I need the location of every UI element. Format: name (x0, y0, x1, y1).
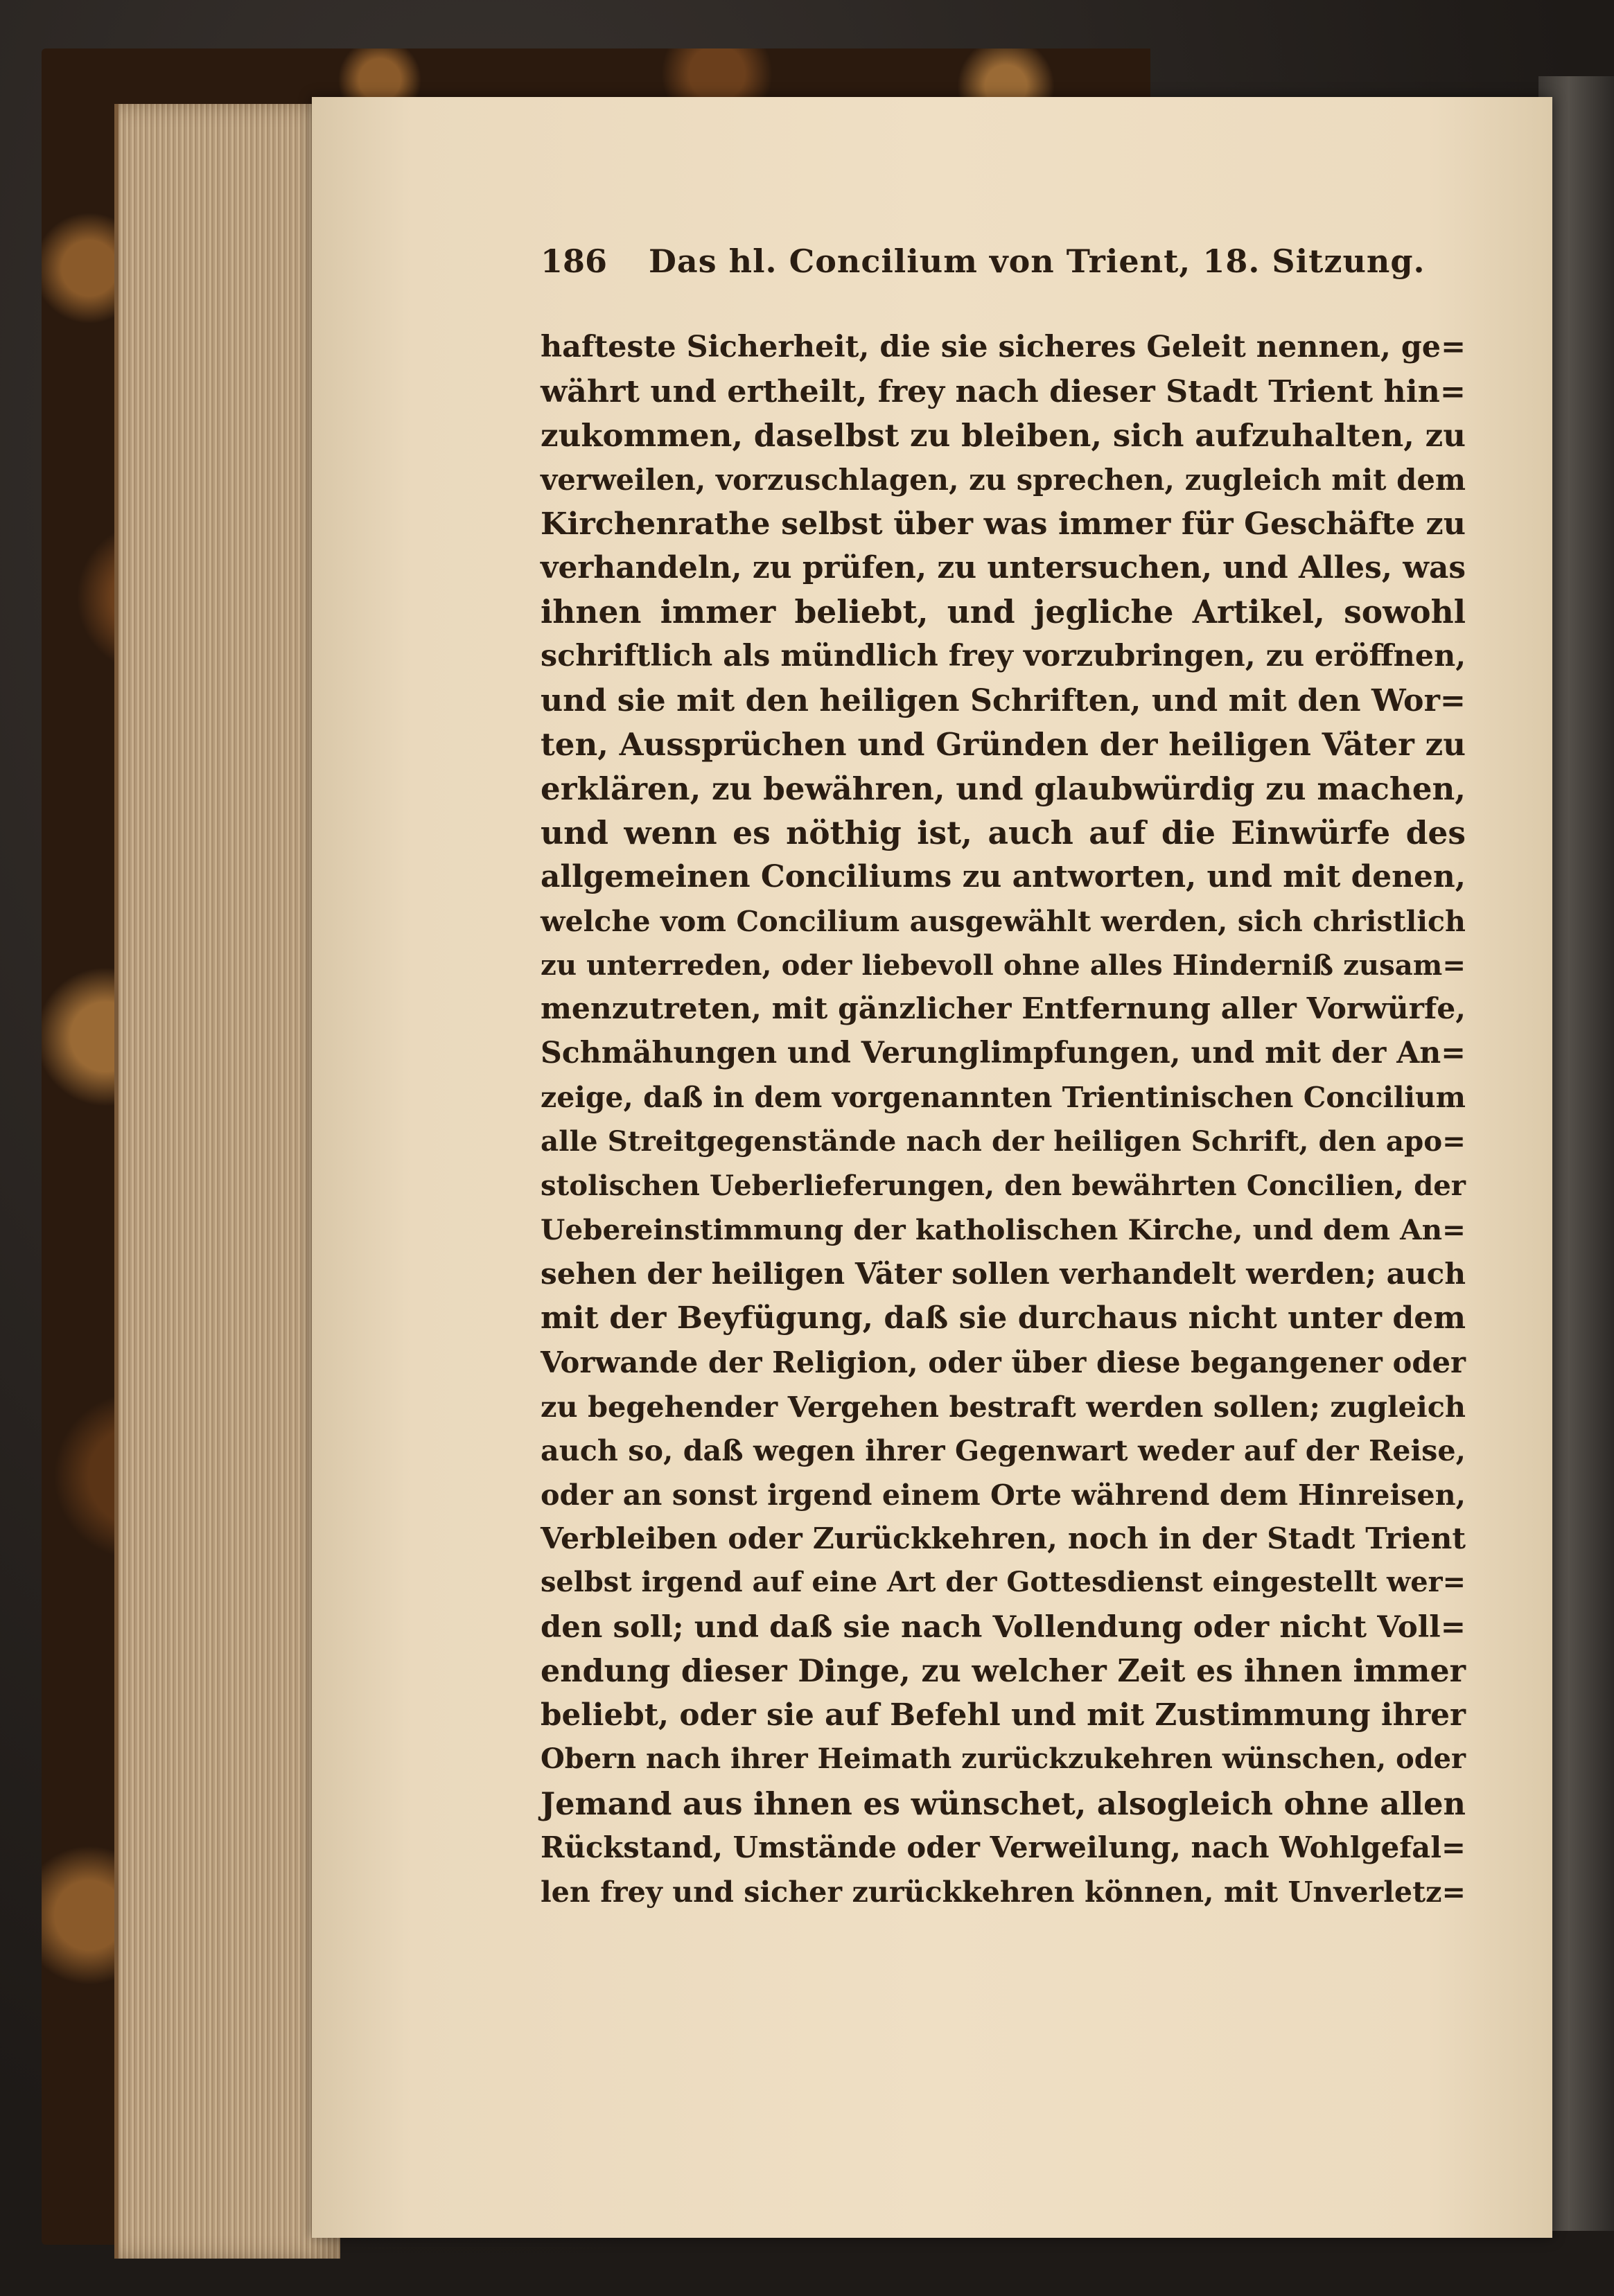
text-line: Vorwande der Religion, oder über diese begangener oder (541, 1345, 1466, 1379)
book-page (312, 97, 1552, 2238)
text-line: ihnen immer beliebt, und jegliche Artikel, sowohl (541, 593, 1466, 631)
text-line: sehen der heiligen Väter sollen verhandelt werden; auch (541, 1256, 1466, 1291)
text-line: auch so, daß wegen ihrer Gegenwart weder auf der Reise, (541, 1433, 1466, 1468)
text-line: zu begehender Vergehen bestraft werden sollen; zugleich (541, 1389, 1466, 1424)
text-line: Schmähungen und Verunglimpfungen, und mit der An= (541, 1036, 1466, 1070)
text-line: währt und ertheilt, frey nach dieser Stadt Trient hin= (541, 373, 1466, 409)
text-line: endung dieser Dinge, zu welcher Zeit es ihnen immer (541, 1652, 1466, 1689)
text-line: ten, Aussprüchen und Gründen der heiligen Väter zu (541, 726, 1466, 763)
text-line: Jemand aus ihnen es wünschet, alsogleich ohne allen (541, 1785, 1466, 1822)
text-line: erklären, zu bewähren, und glaubwürdig zu machen, (541, 770, 1466, 807)
text-line: stolischen Ueberlieferungen, den bewährten Concilien, der (541, 1169, 1466, 1203)
body-text (541, 326, 1466, 1914)
text-line: mit der Beyfügung, daß sie durchaus nicht unter dem (541, 1300, 1466, 1336)
text-line: den soll; und daß sie nach Vollendung oder nicht Voll= (541, 1609, 1466, 1645)
text-line: Obern nach ihrer Heimath zurückzukehren wünschen, oder (541, 1743, 1466, 1775)
page-edges (114, 104, 340, 2259)
text-line: hafteste Sicherheit, die sie sicheres Geleit nennen, ge= (541, 330, 1466, 364)
page-number: 186 (541, 242, 608, 280)
text-line: welche vom Concilium ausgewählt werden, sich christlich (541, 903, 1466, 938)
text-line: zukommen, daselbst zu bleiben, sich aufzuhalten, zu (541, 417, 1466, 454)
text-line: und sie mit den heiligen Schriften, und mit den Wor= (541, 682, 1466, 718)
text-line: allgemeinen Conciliums zu antworten, und mit denen, (541, 859, 1466, 895)
running-head: Das hl. Concilium von Trient, 18. Sitzung. (649, 242, 1426, 280)
text-line: verhandeln, zu prüfen, zu untersuchen, und Alles, was (541, 550, 1466, 586)
page-header (541, 242, 1441, 280)
text-line: alle Streitgegenstände nach der heiligen Schrift, den apo= (541, 1124, 1466, 1158)
text-line: schriftlich als mündlich frey vorzubringen, zu eröffnen, (541, 638, 1466, 673)
text-line: selbst irgend auf eine Art der Gottesdienst eingestellt wer= (541, 1566, 1466, 1599)
text-line: len frey und sicher zurückkehren können, mit Unverletz= (541, 1875, 1466, 1909)
text-line: Rückstand, Umstände oder Verweilung, nach Wohlgefal= (541, 1830, 1466, 1865)
text-line: Kirchenrathe selbst über was immer für Geschäfte zu (541, 505, 1466, 542)
text-line: Verbleiben oder Zurückkehren, noch in der Stadt Trient (541, 1521, 1466, 1556)
text-line: zu unterreden, oder liebevoll ohne alles Hinderniß zusam= (541, 948, 1466, 982)
text-line: verweilen, vorzuschlagen, zu sprechen, zugleich mit dem (541, 463, 1466, 497)
text-line: zeige, daß in dem vorgenannten Trientinischen Concilium (541, 1080, 1466, 1114)
text-line: beliebt, oder sie auf Befehl und mit Zustimmung ihrer (541, 1697, 1466, 1733)
text-line: Uebereinstimmung der katholischen Kirche, und dem An= (541, 1212, 1466, 1246)
text-line: oder an sonst irgend einem Orte während dem Hinreisen, (541, 1477, 1466, 1512)
text-line: menzutreten, mit gänzlicher Entfernung aller Vorwürfe, (541, 991, 1466, 1027)
text-line: und wenn es nöthig ist, auch auf die Einwürfe des (541, 813, 1466, 851)
